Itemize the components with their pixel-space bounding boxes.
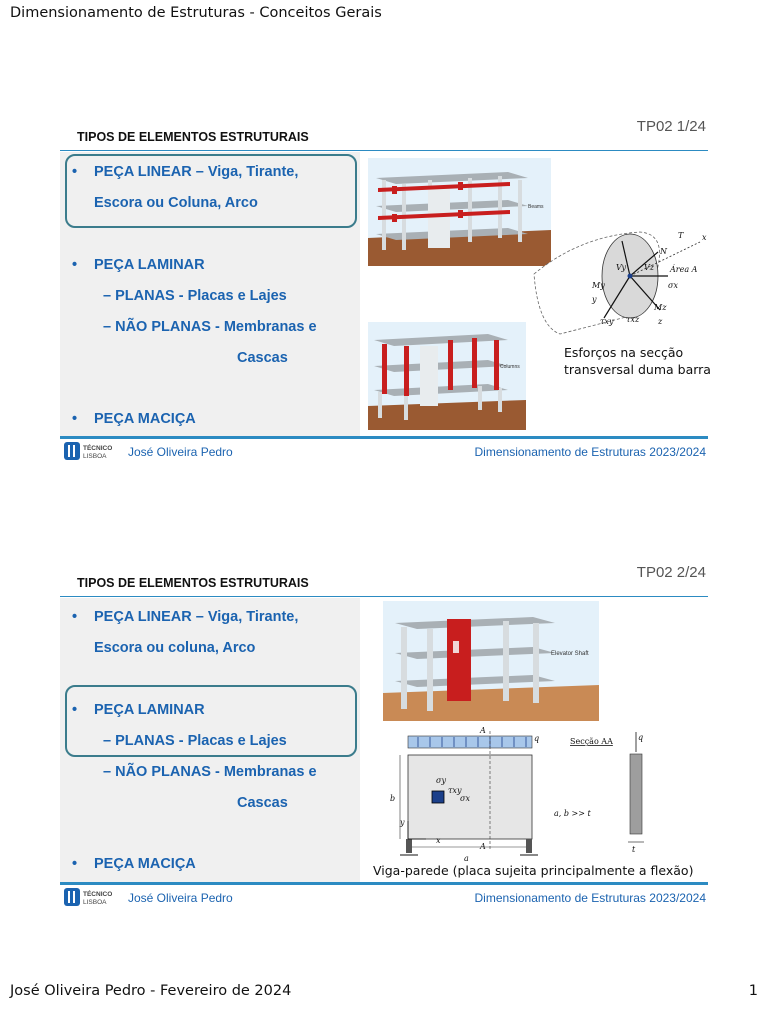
label-a: a	[464, 854, 469, 863]
bullet-peca-laminar: • PEÇA LAMINAR	[72, 702, 205, 718]
label-b: b	[390, 794, 396, 803]
title-rule	[60, 596, 708, 597]
label-seccao: Secção AA	[570, 737, 613, 746]
sub-bullet-cascas: Cascas	[237, 350, 288, 366]
label-sigma-x: σx	[460, 794, 470, 803]
bullet-peca-laminar: • PEÇA LAMINAR	[72, 257, 205, 273]
label-t: t	[632, 845, 636, 854]
bottom-rule	[60, 882, 708, 885]
elevator-label: Elevator Shaft	[551, 651, 589, 657]
bullet-peca-linear: • PEÇA LINEAR – Viga, Tirante,	[72, 164, 299, 180]
label-area: Área A	[670, 265, 698, 274]
bullet-peca-macica: • PEÇA MACIÇA	[72, 411, 196, 427]
label-Vy: Vy	[616, 263, 626, 272]
beams-building-image	[368, 158, 551, 266]
section-aa-diagram	[548, 724, 668, 864]
slide-1	[60, 112, 710, 462]
label-T: T	[678, 231, 684, 240]
label-relation: a, b >> t	[554, 809, 591, 818]
footer-author: José Oliveira Pedro	[128, 891, 233, 905]
footer-course: Dimensionamento de Estruturas 2023/2024	[474, 891, 706, 905]
forces-caption: Esforços na secção transversal duma barra	[564, 345, 711, 377]
label-A-top: A	[480, 726, 486, 735]
slide-number: TP02 2/24	[636, 564, 706, 581]
beams-label: Beams	[528, 204, 544, 210]
label-Mz: Mz	[654, 303, 667, 312]
footer-course: Dimensionamento de Estruturas 2023/2024	[474, 445, 706, 459]
label-q2: q	[638, 733, 644, 742]
columns-label: Columns	[500, 364, 520, 370]
bullet-peca-linear: • PEÇA LINEAR – Viga, Tirante,	[72, 609, 299, 625]
tecnico-lisboa-logo	[64, 887, 120, 907]
sub-bullet-planas: – PLANAS - Placas e Lajes	[103, 288, 287, 304]
label-Vz: Vz	[644, 263, 654, 272]
document-footer-author-date: José Oliveira Pedro - Fevereiro de 2024	[10, 983, 292, 999]
label-z: z	[658, 317, 663, 326]
svg-text:TÉCNICO: TÉCNICO	[83, 891, 113, 898]
label-sigma-x: σx	[668, 281, 678, 290]
bottom-rule	[60, 436, 708, 439]
tecnico-lisboa-logo	[64, 441, 120, 461]
label-tau-xz: τxz	[626, 315, 640, 324]
label-My: My	[592, 281, 605, 290]
slide-title: TIPOS DE ELEMENTOS ESTRUTURAIS	[77, 130, 309, 144]
slide-number: TP02 1/24	[636, 118, 706, 135]
label-sigma-y: σy	[436, 776, 446, 785]
label-A-bottom: A	[480, 842, 486, 851]
sub-bullet-cascas: Cascas	[237, 795, 288, 811]
wall-beam-diagram	[370, 723, 540, 863]
bar-section-forces-diagram	[530, 226, 710, 341]
sub-bullet-nao-planas: – NÃO PLANAS - Membranas e	[103, 764, 317, 780]
label-N: N	[660, 247, 667, 256]
sub-bullet-planas: – PLANAS - Placas e Lajes	[103, 733, 287, 749]
label-q: q	[534, 734, 540, 743]
sub-bullet-nao-planas: – NÃO PLANAS - Membranas e	[103, 319, 317, 335]
elevator-shaft-image	[383, 601, 599, 721]
document-header: Dimensionamento de Estruturas - Conceitos Gerais	[10, 5, 382, 21]
wall-beam-caption: Viga-parede (placa sujeita principalmente a flexão)	[373, 863, 694, 878]
title-rule	[60, 150, 708, 151]
label-tau-xy: τxy	[600, 317, 614, 326]
label-y: y	[592, 295, 597, 304]
label-x: x	[436, 836, 441, 845]
bullet-peca-linear-cont: Escora ou Coluna, Arco	[94, 195, 258, 211]
svg-text:LISBOA: LISBOA	[83, 899, 107, 906]
footer-author: José Oliveira Pedro	[128, 445, 233, 459]
slide-title: TIPOS DE ELEMENTOS ESTRUTURAIS	[77, 576, 309, 590]
bullet-peca-linear-cont: Escora ou coluna, Arco	[94, 640, 256, 656]
bullet-peca-macica: • PEÇA MACIÇA	[72, 856, 196, 872]
page-number: 1	[748, 983, 758, 999]
slide-2	[60, 558, 710, 908]
label-y: y	[400, 818, 405, 827]
label-tau-xy: τxy	[448, 786, 462, 795]
label-x: x	[702, 233, 707, 242]
svg-text:TÉCNICO: TÉCNICO	[83, 445, 113, 452]
svg-text:LISBOA: LISBOA	[83, 453, 107, 460]
columns-building-image	[368, 322, 526, 430]
